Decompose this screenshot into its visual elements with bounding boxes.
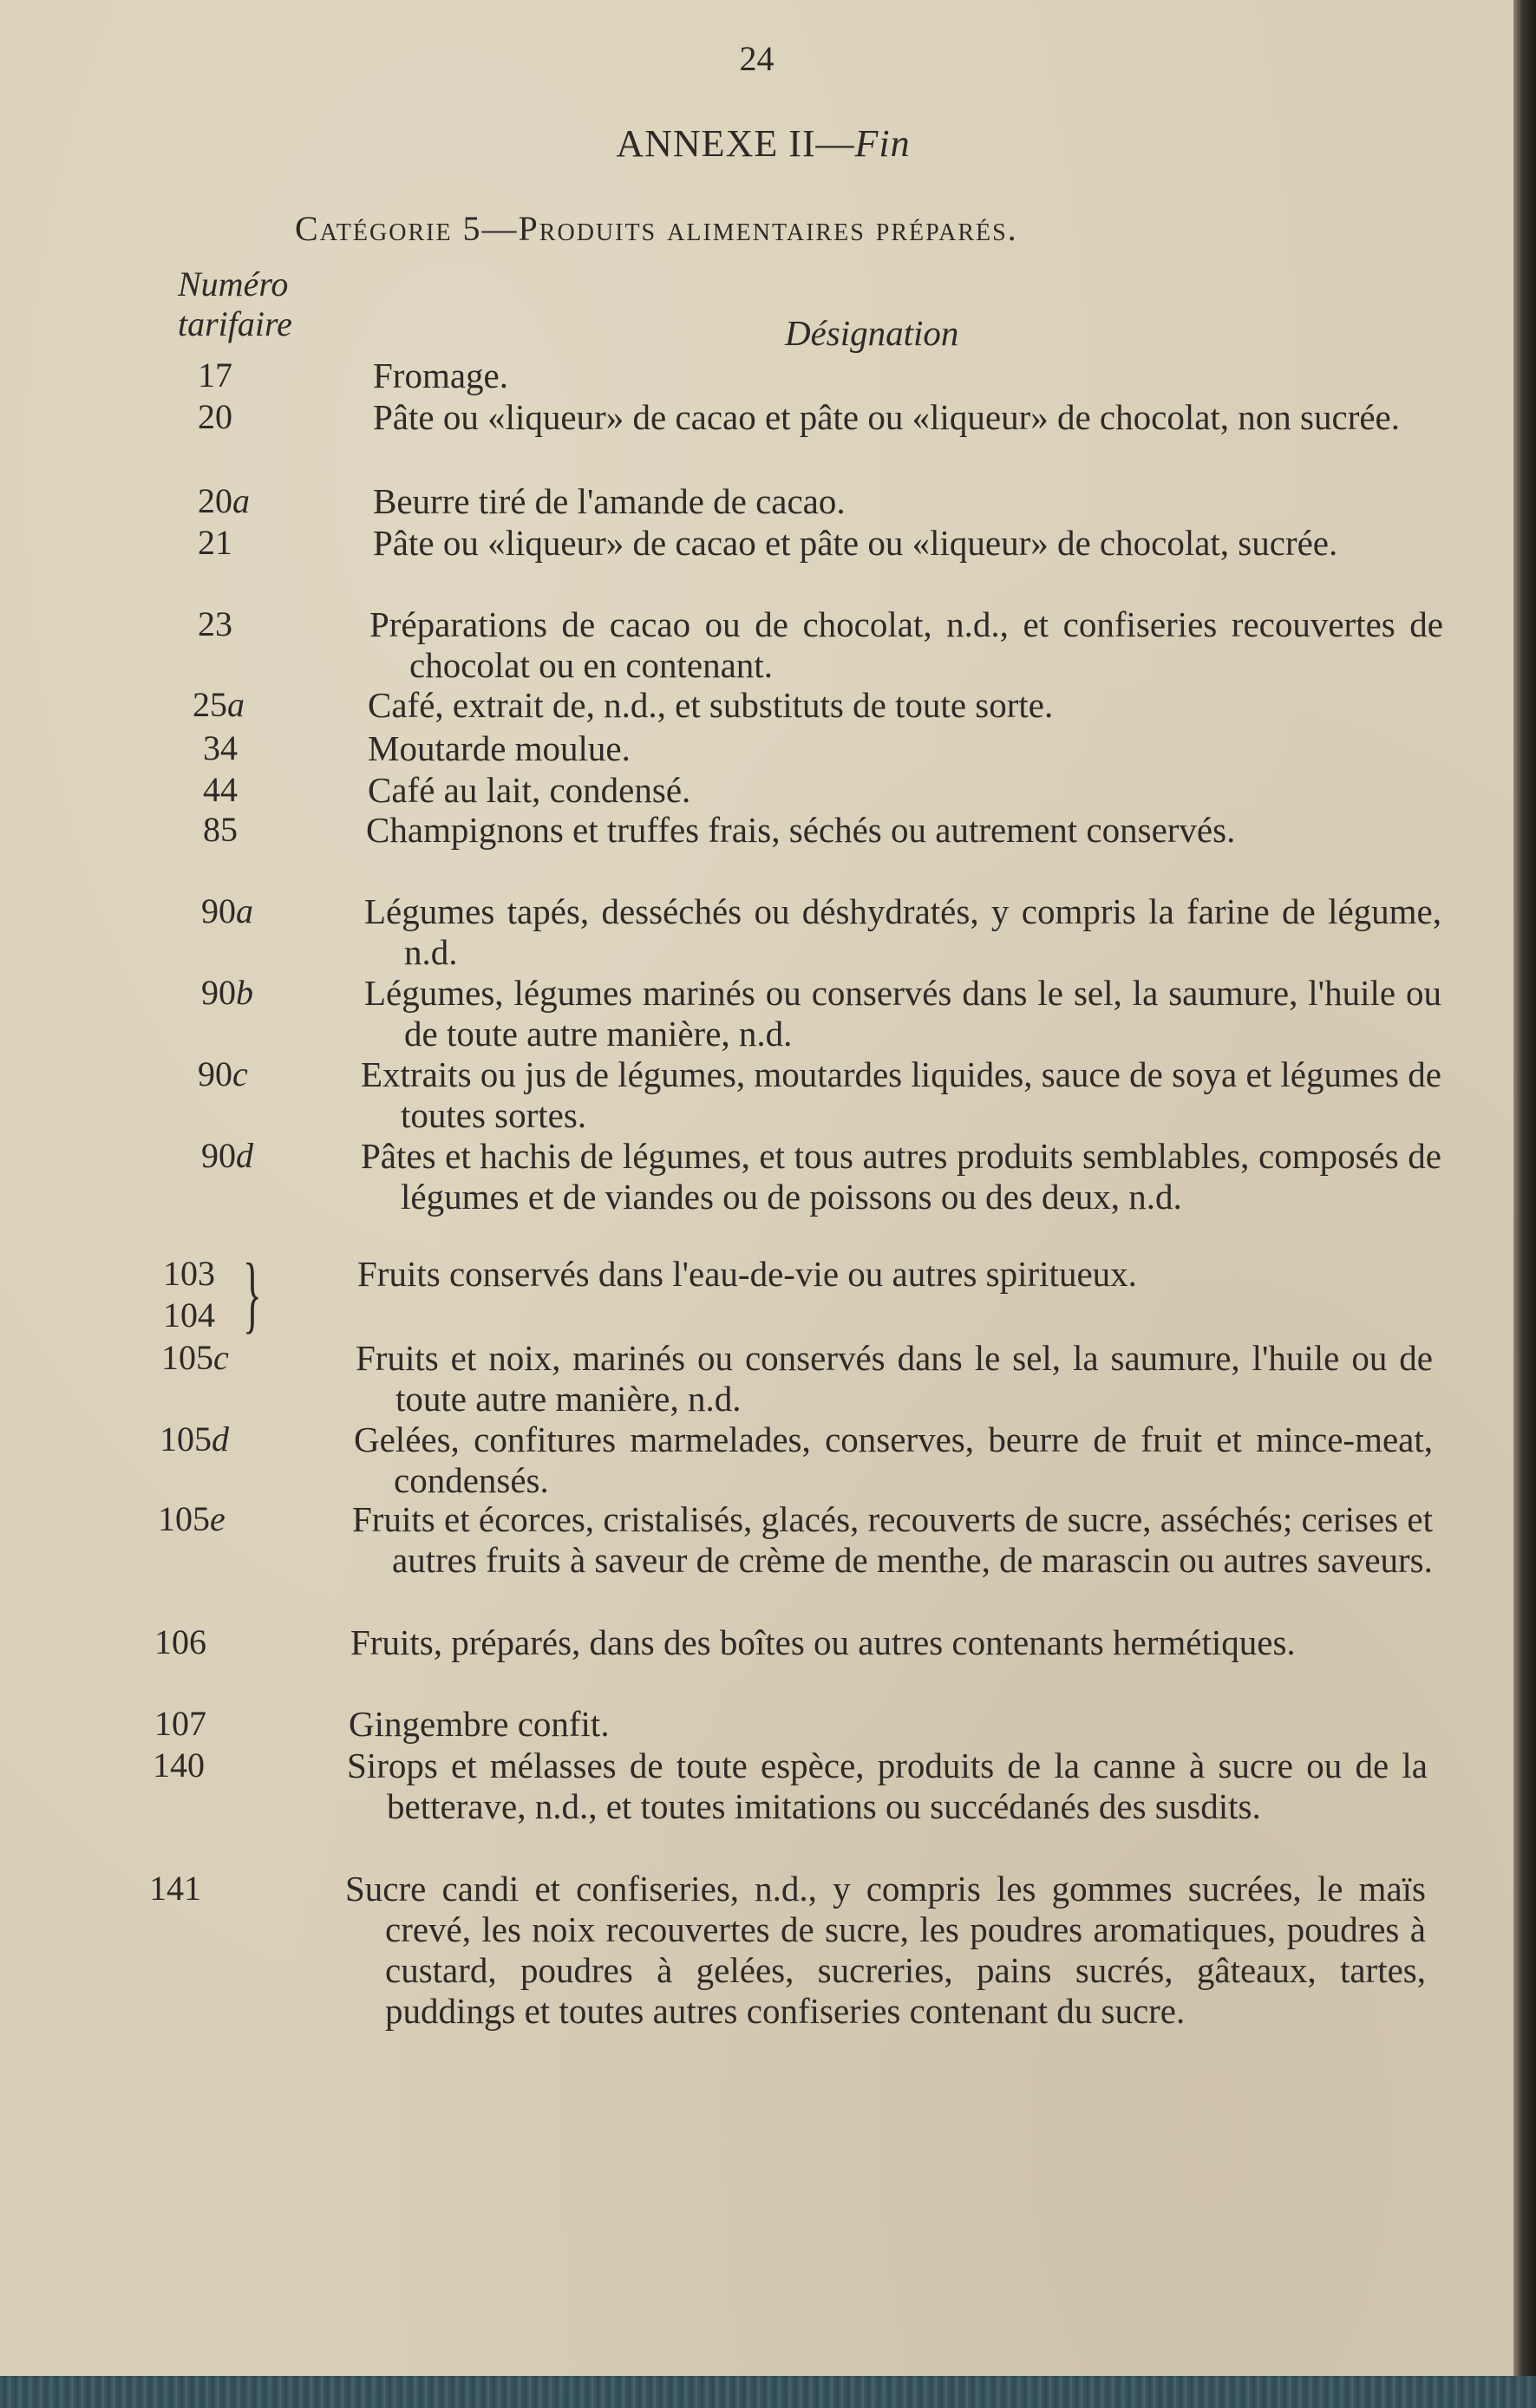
designation-text: Pâtes et hachis de légumes, et tous autres produits semblables, composés de légumes et de viandes ou de poissons ou des deux, n.d. <box>361 1136 1441 1217</box>
tariff-number: 34 <box>203 728 238 767</box>
designation-text: Préparations de cacao ou de chocolat, n.d., et confiseries recouvertes de chocolat ou en contenant. <box>369 604 1443 685</box>
tariff-number: 90a <box>201 891 253 930</box>
tariff-number: 90b <box>201 973 253 1012</box>
annex-title-suffix: Fin <box>854 122 911 165</box>
grouping-brace: } <box>243 1245 262 1341</box>
page-number: 24 <box>739 39 775 78</box>
tariff-number: 25a <box>193 685 245 724</box>
tariff-number: 105e <box>158 1499 225 1538</box>
tariff-number: 85 <box>203 810 238 849</box>
designation-text: Sucre candi et confiseries, n.d., y compris les gommes sucrées, le maïs crevé, les noix recouvertes de sucre, les poudres aromatiques, poudres à custard, poudres à gelées, sucreries, pains sucrés, gâteaux, tartes, puddings et toutes autres confiseries contenant du sucre. <box>345 1869 1426 2031</box>
designation-text: Fruits conservés dans l'eau-de-vie ou autres spiritueux. <box>357 1254 1137 1294</box>
column-header-number-line1: Numéro <box>178 264 289 303</box>
designation-text: Pâte ou «liqueur» de cacao et pâte ou «liqueur» de chocolat, non sucrée. <box>373 397 1400 437</box>
designation-text: Sirops et mélasses de toute espèce, produits de la canne à sucre ou de la betterave, n.d., et toutes imitations ou succédanés des susdits. <box>347 1746 1428 1826</box>
designation-text: Café, extrait de, n.d., et substituts de toute sorte. <box>368 685 1054 725</box>
designation-text: Beurre tiré de l'amande de cacao. <box>373 481 846 521</box>
tariff-number: 105c <box>161 1338 229 1377</box>
tariff-number: 103 <box>163 1254 215 1293</box>
tariff-number: 44 <box>203 770 238 809</box>
tariff-number: 107 <box>154 1704 206 1743</box>
column-header-number-line2: tarifaire <box>178 304 292 343</box>
book-spine-edge <box>1513 0 1536 2408</box>
tariff-number: 21 <box>198 523 232 562</box>
book-cover-edge <box>0 2376 1536 2408</box>
designation-text: Champignons et truffes frais, séchés ou autrement conservés. <box>366 810 1236 850</box>
column-header-number <box>178 264 369 344</box>
designation-text: Moutarde moulue. <box>368 728 631 768</box>
designation-text: Fruits et écorces, cristalisés, glacés, recouverts de sucre, asséchés; cerises et autres fruits à saveur de crème de menthe, de marascin ou autres saveurs. <box>352 1499 1433 1580</box>
tariff-number: 141 <box>149 1869 201 1908</box>
designation-text: Pâte ou «liqueur» de cacao et pâte ou «liqueur» de chocolat, sucrée. <box>373 523 1338 563</box>
tariff-number: 20a <box>198 481 250 520</box>
tariff-number: 90d <box>201 1136 253 1175</box>
tariff-number: 106 <box>154 1622 206 1661</box>
tariff-number: 17 <box>198 356 232 395</box>
designation-text: Gingembre confit. <box>349 1704 610 1744</box>
tariff-number: 90c <box>198 1054 248 1093</box>
designation-text: Extraits ou jus de légumes, moutardes liquides, sauce de soya et légumes de toutes sortes. <box>361 1054 1441 1135</box>
annex-title-main: ANNEXE II— <box>616 122 855 165</box>
annex-title <box>0 121 1526 166</box>
tariff-number: 105d <box>160 1419 229 1459</box>
column-header-designation: Désignation <box>785 313 959 353</box>
tariff-number: 140 <box>153 1746 205 1785</box>
designation-text: Fromage. <box>373 356 508 395</box>
designation-text: Légumes, légumes marinés ou conservés dans le sel, la saumure, l'huile ou de toute autre manière, n.d. <box>364 973 1441 1054</box>
designation-text: Légumes tapés, desséchés ou déshydratés, y compris la farine de légume, n.d. <box>364 891 1441 972</box>
designation-text: Fruits, préparés, dans des boîtes ou autres contenants hermétiques. <box>350 1622 1296 1662</box>
designation-text: Fruits et noix, marinés ou conservés dans le sel, la saumure, l'huile ou de toute autre manière, n.d. <box>356 1338 1433 1419</box>
designation-text: Gelées, confitures marmelades, conserves, beurre de fruit et mince-meat, condensés. <box>354 1419 1433 1500</box>
designation-text: Café au lait, condensé. <box>368 770 691 810</box>
tariff-number-second: 104 <box>163 1295 215 1335</box>
tariff-number: 23 <box>198 604 232 643</box>
category-title: Catégorie 5—Produits alimentaires préparés. <box>295 209 1018 248</box>
tariff-number: 20 <box>198 397 232 436</box>
